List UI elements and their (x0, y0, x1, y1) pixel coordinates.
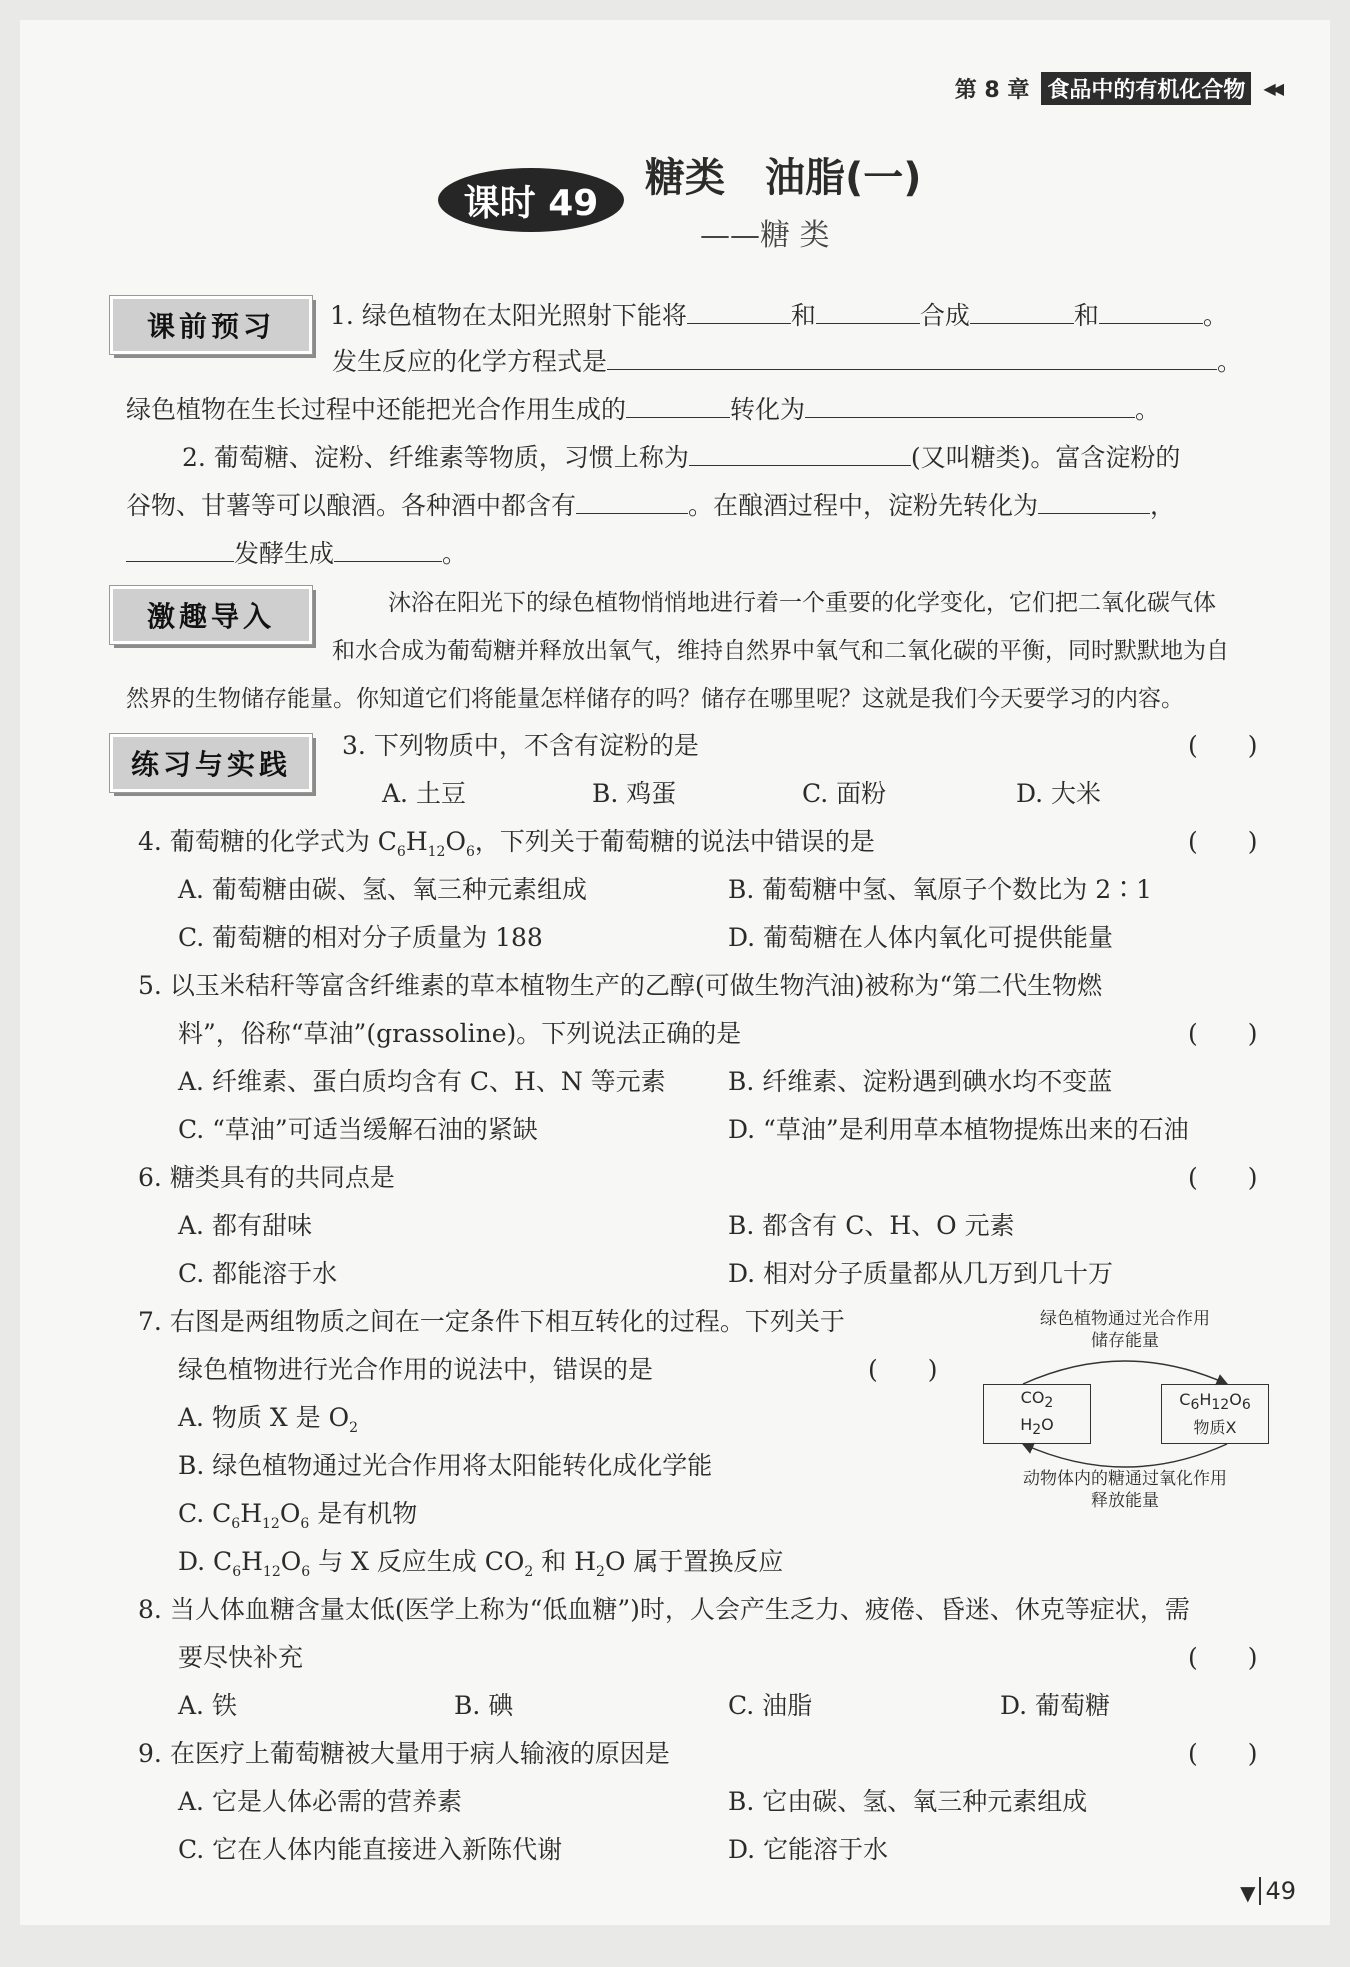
q2-text-c: 谷物、甘薯等可以酿酒。各种酒中都含有 (126, 491, 577, 520)
intro-line-2: 和水合成为葡萄糖并释放出氧气，维持自然界中氧气和二氧化碳的平衡，同时默默地为自 (332, 638, 1229, 664)
subscript: 12 (1211, 1397, 1230, 1414)
question-number: 4. (138, 827, 162, 856)
lesson-subtitle: ——糖 类 (700, 218, 830, 253)
workbook-page (20, 20, 1330, 1925)
page-corner-triangle-icon: ▼ (1240, 1881, 1256, 1905)
answer-parentheses[interactable]: ( ) (1188, 1643, 1258, 1672)
q7-stem-2: 绿色植物进行光合作用的说法中，错误的是 (178, 1355, 654, 1384)
q5-option-c[interactable]: C. “草油”可适当缓解石油的紧缺 (178, 1115, 538, 1144)
question-number: 6. (138, 1163, 162, 1192)
formula: O (1229, 1390, 1242, 1410)
option-text: D. C (178, 1547, 233, 1576)
q7-option-c[interactable] (178, 1494, 417, 1532)
q4-stem-text: O (445, 827, 466, 856)
q8-option-d[interactable]: D. 葡萄糖 (1000, 1691, 1111, 1720)
equation-blank[interactable] (607, 343, 1217, 370)
q3-option-a[interactable]: A. 土豆 (382, 779, 466, 808)
q9-stem (138, 1734, 670, 1770)
q8-stem-1 (138, 1590, 1190, 1626)
q8-stem-text: 当人体血糖含量太低(医学上称为“低血糖”)时，人会产生乏力、疲倦、昏迷、休克等症状，需 (169, 1595, 1190, 1624)
q1-line3-text-a: 绿色植物在生长过程中还能把光合作用生成的 (126, 395, 627, 424)
answer-blank[interactable] (334, 535, 442, 562)
reactants-box (983, 1384, 1091, 1444)
photosynthesis-diagram (975, 1308, 1275, 1518)
q1-text-b: 和 (790, 301, 816, 330)
option-text: H (241, 1547, 263, 1576)
q3-option-d[interactable]: D. 大米 (1016, 779, 1102, 808)
q3-option-b[interactable]: B. 鸡蛋 (592, 779, 677, 808)
q1-line2-text: 发生反应的化学方程式是 (332, 347, 608, 376)
subscript: 6 (396, 844, 406, 860)
q5-stem-1 (138, 966, 1102, 1002)
q4-option-b[interactable]: B. 葡萄糖中氢、氧原子个数比为 2∶1 (728, 875, 1153, 904)
q4-stem-text: 葡萄糖的化学式为 C (169, 827, 397, 856)
subscript: 12 (427, 844, 446, 860)
formula: C (1179, 1390, 1191, 1410)
q9-option-a[interactable]: A. 它是人体必需的营养素 (178, 1787, 462, 1816)
option-text: O 属于置换反应 (604, 1547, 784, 1576)
subscript: 2 (524, 1564, 534, 1580)
q2-line2 (126, 486, 1175, 522)
answer-blank[interactable] (576, 487, 688, 514)
q5-option-b[interactable]: B. 纤维素、淀粉遇到碘水均不变蓝 (728, 1067, 1113, 1096)
answer-blank[interactable] (126, 535, 234, 562)
q2-text-f: 发酵生成 (234, 539, 335, 568)
question-number: 2. (182, 443, 206, 472)
q4-stem-text: H (405, 827, 428, 856)
q7-stem-1 (138, 1302, 845, 1338)
q8-option-b[interactable]: B. 碘 (454, 1691, 514, 1720)
option-text: C. C (178, 1499, 232, 1528)
answer-blank[interactable] (816, 297, 920, 324)
q6-option-b[interactable]: B. 都含有 C、H、O 元素 (728, 1211, 1015, 1240)
arrow-to-glucose (1023, 1361, 1227, 1384)
q8-stem-2: 要尽快补充 (178, 1643, 304, 1672)
q2-line1 (182, 438, 1180, 474)
subscript: 6 (1241, 1397, 1251, 1414)
option-text: A. 物质 X 是 O (178, 1403, 350, 1432)
q1-text-d: 和 (1073, 301, 1099, 330)
q1-text-a: 绿色植物在太阳光照射下能将 (361, 301, 687, 330)
intro-line-1: 沐浴在阳光下的绿色植物悄悄地进行着一个重要的化学变化，它们把二氧化碳气体 (388, 590, 1216, 616)
q2-text-g: 。 (442, 539, 468, 568)
q2-text-b: (又叫糖类)。富含淀粉的 (910, 443, 1181, 472)
q7-option-d[interactable] (178, 1542, 783, 1580)
q6-option-d[interactable]: D. 相对分子质量都从几万到几十万 (728, 1259, 1114, 1288)
q5-stem-text: 以玉米秸秆等富含纤维素的草本植物生产的乙醇(可做生物汽油)被称为“第二代生物燃 (169, 971, 1103, 1000)
products-box (1161, 1384, 1269, 1444)
diagram-bottom-caption (975, 1468, 1275, 1512)
q6-stem-text: 糖类具有的共同点是 (169, 1163, 395, 1192)
subscript: 6 (231, 1516, 241, 1532)
subscript: 2 (1044, 1395, 1054, 1411)
q9-stem-text: 在医疗上葡萄糖被大量用于病人输液的原因是 (169, 1739, 670, 1768)
arrow-to-co2 (1023, 1444, 1227, 1467)
subscript: 6 (465, 844, 475, 860)
q3-stem (342, 726, 699, 762)
option-text: 与 X 反应生成 CO (310, 1547, 525, 1576)
q5-option-a[interactable]: A. 纤维素、蛋白质均含有 C、H、N 等元素 (178, 1067, 666, 1096)
answer-parentheses[interactable]: ( ) (1188, 827, 1258, 856)
q8-option-c[interactable]: C. 油脂 (728, 1691, 813, 1720)
box-line (1162, 1389, 1268, 1416)
section-tag-practice: 练习与实践 (110, 734, 312, 792)
q4-option-d[interactable]: D. 葡萄糖在人体内氧化可提供能量 (728, 923, 1114, 952)
q1-line2 (332, 342, 1242, 378)
q3-option-c[interactable]: C. 面粉 (802, 779, 887, 808)
q2-text-a: 葡萄糖、淀粉、纤维素等物质，习惯上称为 (213, 443, 689, 472)
q9-option-b[interactable]: B. 它由碳、氢、氧三种元素组成 (728, 1787, 1088, 1816)
formula: H (1199, 1390, 1212, 1410)
q1-line3-text-b: 转化为 (730, 395, 806, 424)
q2-text-e: ， (1150, 491, 1176, 520)
q1-line3 (126, 390, 1160, 426)
q6-option-a[interactable]: A. 都有甜味 (178, 1211, 312, 1240)
lesson-title: 糖类 油脂(一) (645, 155, 922, 201)
q4-stem (138, 822, 875, 860)
answer-blank[interactable] (1099, 297, 1203, 324)
q6-stem (138, 1158, 395, 1194)
subscript: 6 (301, 1564, 311, 1580)
q7-option-a[interactable] (178, 1398, 358, 1436)
formula: CO (1020, 1387, 1045, 1407)
box-line (984, 1387, 1090, 1414)
answer-blank[interactable] (689, 439, 911, 466)
q1-text-e: 。 (1202, 301, 1228, 330)
section-tag-preview: 课前预习 (110, 296, 312, 354)
q4-option-c[interactable]: C. 葡萄糖的相对分子质量为 188 (178, 923, 543, 952)
option-text: H (240, 1499, 262, 1528)
section-tag-intro: 激趣导入 (110, 586, 312, 644)
q4-option-a[interactable]: A. 葡萄糖由碳、氢、氧三种元素组成 (178, 875, 587, 904)
q8-option-a[interactable]: A. 铁 (178, 1691, 237, 1720)
answer-blank[interactable] (626, 391, 730, 418)
q6-option-c[interactable]: C. 都能溶于水 (178, 1259, 338, 1288)
subscript: 2 (1032, 1422, 1042, 1439)
lesson-badge: 课时 49 (438, 168, 624, 232)
answer-parentheses[interactable]: ( ) (868, 1355, 938, 1384)
page-number (1240, 1877, 1296, 1905)
intro-line-3: 然界的生物储存能量。你知道它们将能量怎样储存的吗？储存在哪里呢？这就是我们今天要学习的内容。 (126, 686, 1184, 712)
option-text: 是有机物 (309, 1499, 418, 1528)
q9-option-c[interactable]: C. 它在人体内能直接进入新陈代谢 (178, 1835, 563, 1864)
caption-line: 释放能量 (1091, 1491, 1159, 1511)
subscript: 6 (232, 1564, 242, 1580)
subscript: 2 (349, 1420, 359, 1436)
subscript: 12 (262, 1516, 280, 1532)
page-number-text: 49 (1259, 1877, 1296, 1905)
question-number: 9. (138, 1739, 162, 1768)
option-text: 和 H (533, 1547, 597, 1576)
q1-line3-end: 。 (1135, 395, 1161, 424)
q1-line2-end: 。 (1217, 347, 1243, 376)
subscript: 6 (1190, 1397, 1200, 1414)
answer-parentheses[interactable]: ( ) (1188, 1163, 1258, 1192)
q1-line1 (330, 296, 1228, 332)
answer-blank[interactable] (805, 391, 1135, 418)
answer-parentheses[interactable]: ( ) (1188, 1019, 1258, 1048)
caption-line: 动物体内的糖通过氧化作用 (1023, 1469, 1227, 1489)
q5-option-d[interactable]: D. “草油”是利用草本植物提炼出来的石油 (728, 1115, 1189, 1144)
q9-option-d[interactable]: D. 它能溶于水 (728, 1835, 889, 1864)
chapter-name: 食品中的有机化合物 (1041, 72, 1251, 105)
answer-blank[interactable] (1038, 487, 1150, 514)
q1-text-c: 合成 (919, 301, 970, 330)
option-text: O (279, 1499, 301, 1528)
chapter-number: 第 8 章 (954, 78, 1030, 103)
formula: O (1041, 1415, 1054, 1434)
subscript: 6 (300, 1516, 310, 1532)
box-line: 物质X (1193, 1417, 1237, 1437)
question-number: 1. (330, 301, 354, 330)
answer-parentheses[interactable]: ( ) (1188, 1739, 1258, 1768)
caption-line: 绿色植物通过光合作用 (1040, 1309, 1210, 1329)
answer-parentheses[interactable]: ( ) (1188, 731, 1258, 760)
answer-blank[interactable] (687, 297, 791, 324)
question-number: 8. (138, 1595, 162, 1624)
question-number: 3. (342, 731, 366, 760)
answer-blank[interactable] (970, 297, 1074, 324)
q2-text-d: 。在酿酒过程中，淀粉先转化为 (688, 491, 1039, 520)
question-number: 7. (138, 1307, 162, 1336)
double-arrow-left-icon: ◀◀ (1263, 79, 1280, 98)
subscript: 12 (262, 1564, 281, 1580)
q3-stem-text: 下列物质中，不含有淀粉的是 (373, 731, 699, 760)
q7-option-b[interactable]: B. 绿色植物通过光合作用将太阳能转化成化学能 (178, 1451, 713, 1480)
formula: H (1020, 1415, 1033, 1434)
chapter-header (955, 72, 1280, 105)
question-number: 5. (138, 971, 162, 1000)
subscript: 2 (596, 1564, 605, 1580)
q2-line3 (126, 534, 467, 570)
q5-stem-2: 料”，俗称“草油”(grassoline)。下列说法正确的是 (178, 1019, 742, 1048)
q7-stem-text: 右图是两组物质之间在一定条件下相互转化的过程。下列关于 (169, 1307, 845, 1336)
box-line (984, 1414, 1090, 1441)
caption-line: 储存能量 (1091, 1331, 1159, 1351)
q4-stem-text: ，下列关于葡萄糖的说法中错误的是 (474, 827, 875, 856)
option-text: O (280, 1547, 302, 1576)
